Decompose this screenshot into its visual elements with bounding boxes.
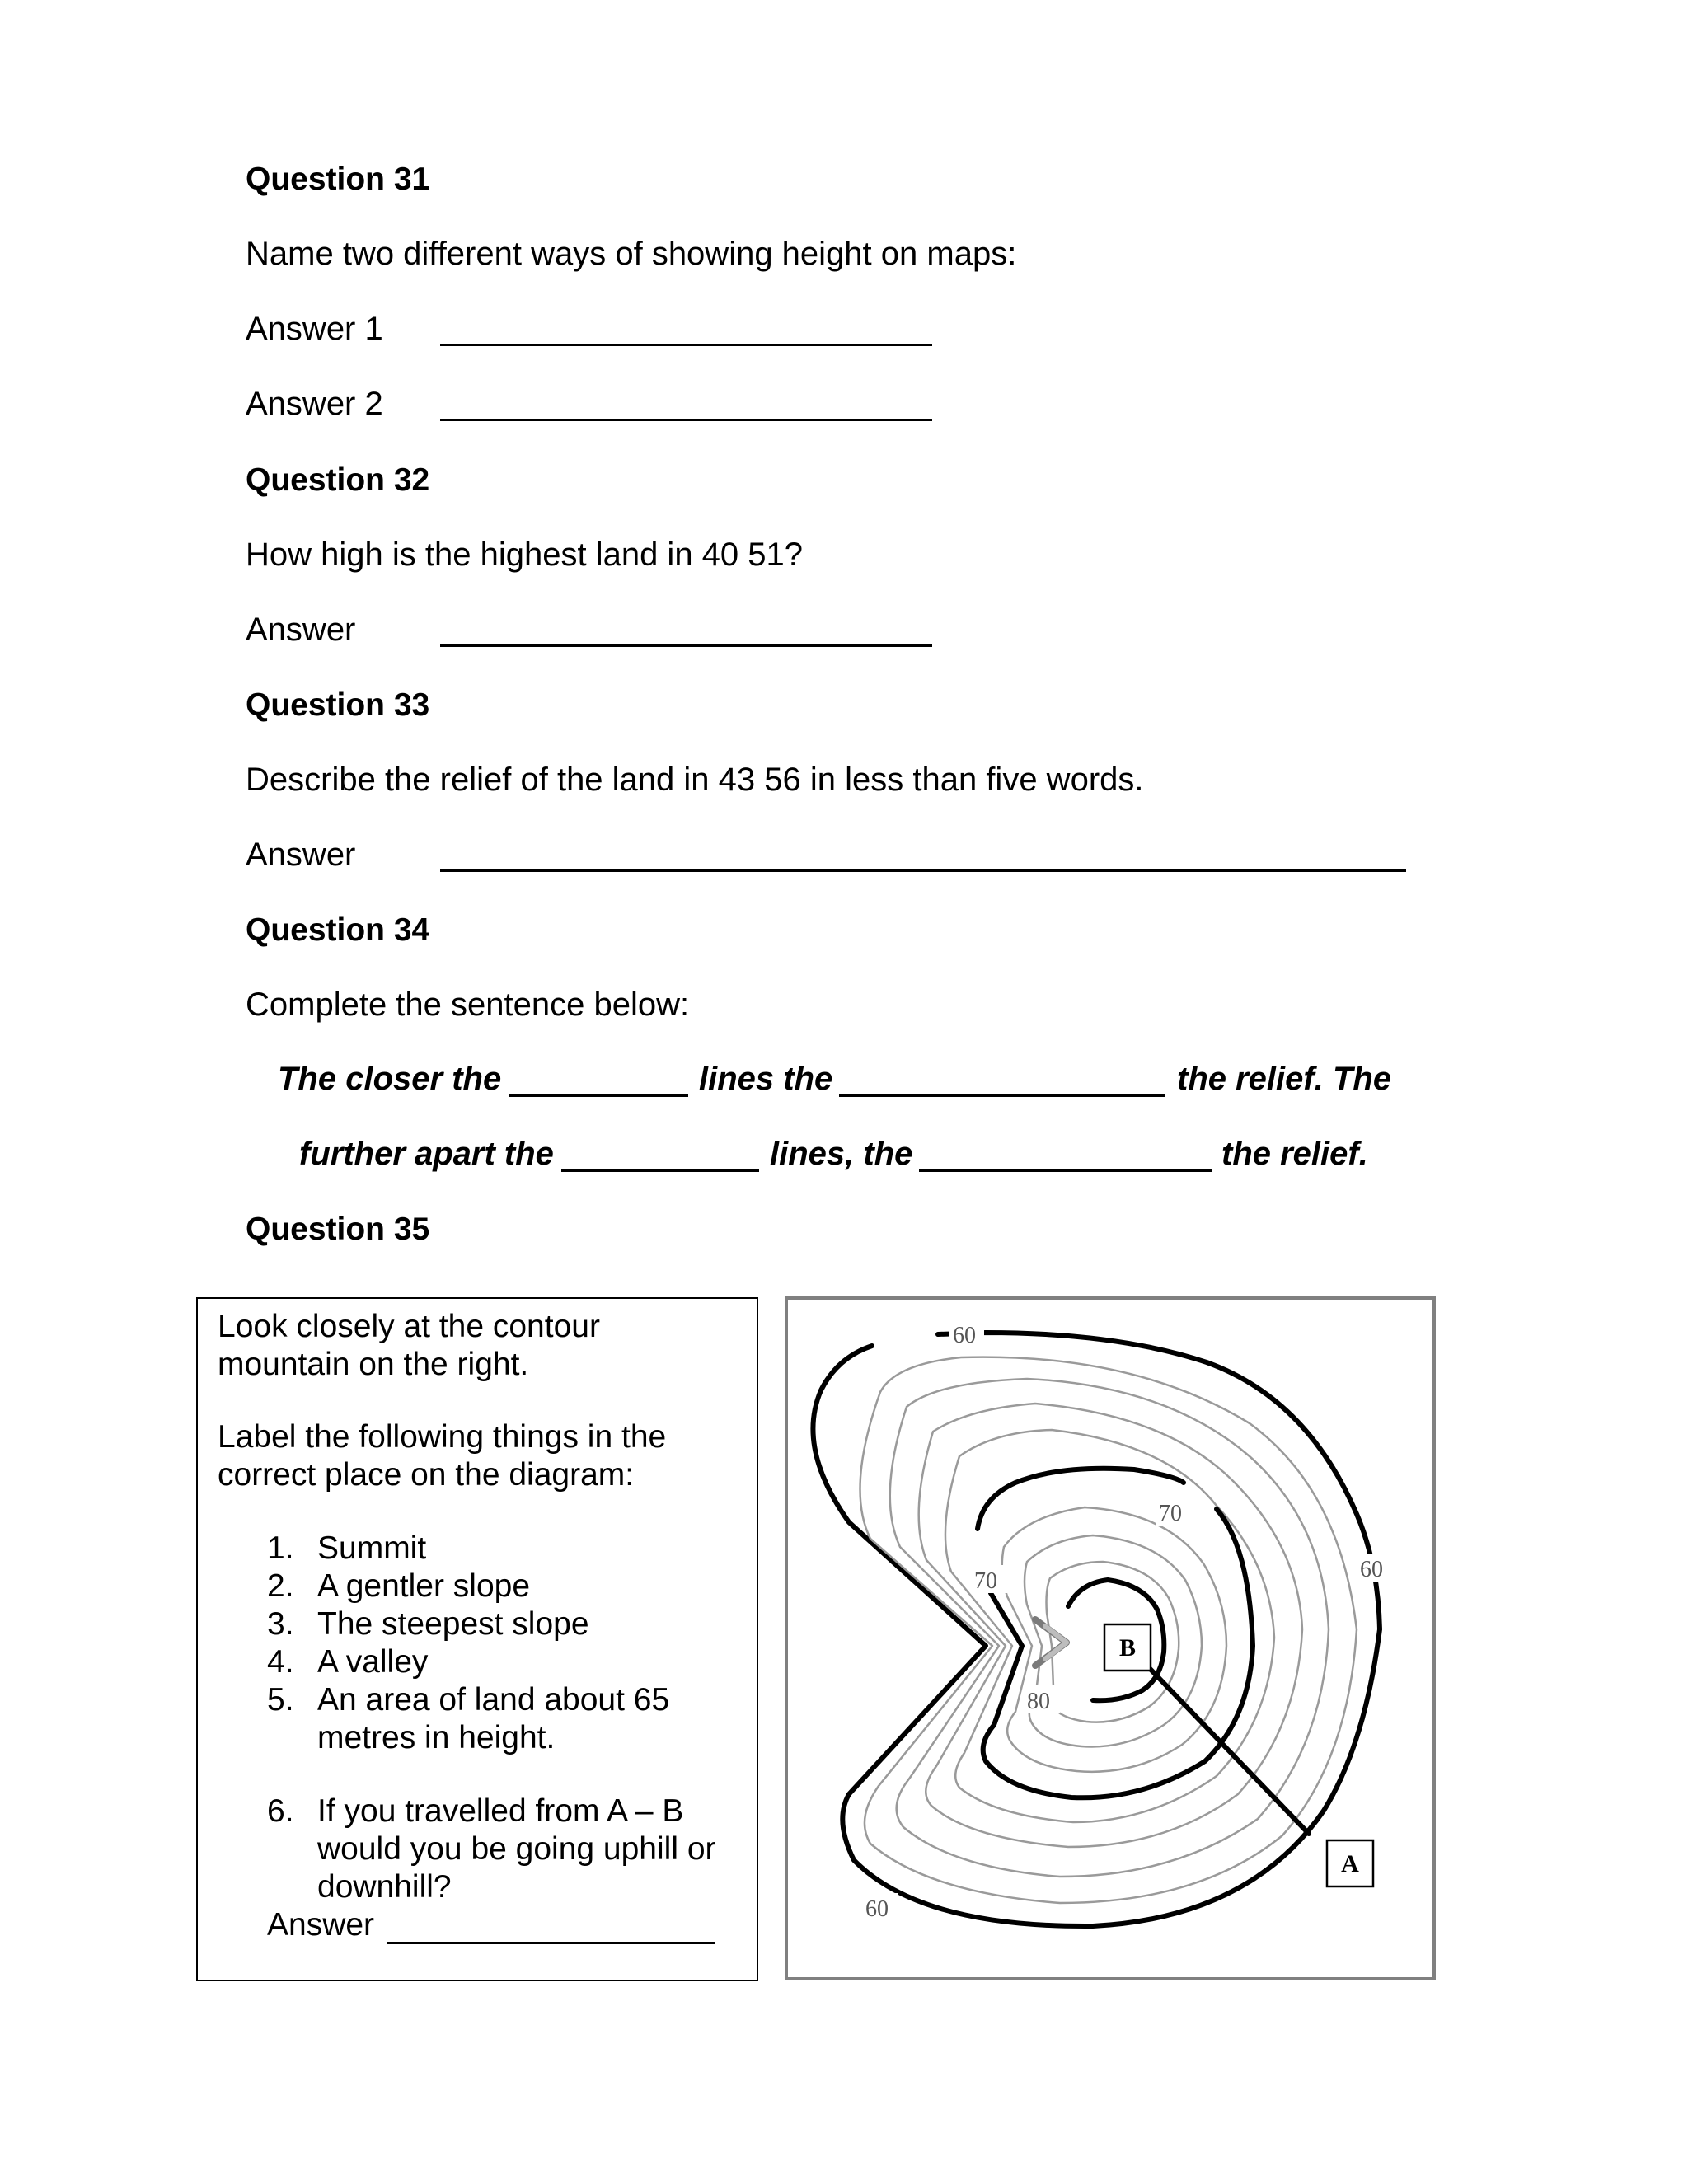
q33-title: Question 33 <box>246 687 430 723</box>
contour-label-upper-70: 70 <box>1159 1501 1182 1526</box>
q34-blank1[interactable] <box>509 1094 688 1097</box>
q31-answer2-label: Answer 2 <box>246 386 383 422</box>
q34-blank4[interactable] <box>919 1169 1212 1172</box>
q35-answer-label: Answer <box>267 1907 375 1943</box>
transect-line-a-b <box>1137 1656 1309 1834</box>
contour-label-right-60: 60 <box>1360 1557 1383 1582</box>
list-item-2-number: 2. <box>267 1568 294 1604</box>
q35-title: Question 35 <box>246 1212 430 1247</box>
list-item-6-number: 6. <box>267 1793 294 1829</box>
q34-sentence2-part2: lines, the <box>770 1136 913 1172</box>
q34-sentence2-part1: further apart the <box>299 1136 554 1172</box>
q35-intro-line1: Look closely at the contour <box>218 1309 600 1344</box>
q31-title: Question 31 <box>246 162 430 197</box>
q31-answer2-line[interactable] <box>440 419 932 421</box>
list-item-4-text: A valley <box>317 1644 429 1680</box>
q33-answer-line[interactable] <box>440 869 1406 872</box>
q31-answer1-label: Answer 1 <box>246 311 383 347</box>
q35-instructions-box <box>196 1297 758 1981</box>
q34-sentence1-part3: the relief. The <box>1177 1061 1392 1097</box>
q35-answer-line[interactable] <box>387 1942 715 1944</box>
point-b-label: B <box>1118 1634 1137 1661</box>
list-item-5-text-line1: An area of land about 65 <box>317 1682 670 1718</box>
contour-60-outer <box>813 1333 1380 1926</box>
list-item-1-text: Summit <box>317 1530 427 1566</box>
list-item-4-number: 4. <box>267 1644 294 1680</box>
q35-label-line1: Label the following things in the <box>218 1419 667 1455</box>
contour-map <box>788 1300 1432 1977</box>
q32-answer-label: Answer <box>246 612 356 648</box>
list-item-1-number: 1. <box>267 1530 294 1566</box>
list-item-6-text-line3: downhill? <box>317 1869 452 1905</box>
contour-label-bottom-60: 60 <box>865 1896 889 1922</box>
q34-sentence1-part1: The closer the <box>278 1061 502 1097</box>
q35-intro-line2: mountain on the right. <box>218 1347 529 1382</box>
q34-title: Question 34 <box>246 912 430 948</box>
contour-label-inner-80: 80 <box>1027 1689 1050 1714</box>
contour-label-left-70: 70 <box>974 1568 997 1594</box>
q32-answer-line[interactable] <box>440 644 932 647</box>
q32-prompt: How high is the highest land in 40 51? <box>246 537 804 573</box>
q32-title: Question 32 <box>246 462 430 498</box>
q34-blank2[interactable] <box>839 1094 1165 1097</box>
list-item-5-number: 5. <box>267 1682 294 1718</box>
q35-label-line2: correct place on the diagram: <box>218 1457 635 1493</box>
list-item-2-text: A gentler slope <box>317 1568 531 1604</box>
contour-diagram-frame <box>785 1296 1436 1980</box>
list-item-6-text-line2: would you be going uphill or <box>317 1831 716 1867</box>
q31-prompt: Name two different ways of showing height on maps: <box>246 236 1017 272</box>
q33-answer-label: Answer <box>246 837 356 873</box>
q34-prompt: Complete the sentence below: <box>246 987 690 1023</box>
q33-prompt: Describe the relief of the land in 43 56 in less than five words. <box>246 762 1144 798</box>
list-item-6-text-line1: If you travelled from A – B <box>317 1793 684 1829</box>
q31-answer1-line[interactable] <box>440 344 932 346</box>
list-item-3-number: 3. <box>267 1606 294 1642</box>
contour-label-top-60: 60 <box>953 1323 976 1348</box>
point-a-label: A <box>1341 1850 1359 1877</box>
q34-blank3[interactable] <box>561 1169 759 1172</box>
list-item-3-text: The steepest slope <box>317 1606 589 1642</box>
list-item-5-text-line2: metres in height. <box>317 1720 556 1755</box>
q34-sentence1-part2: lines the <box>699 1061 833 1097</box>
q34-sentence2-part3: the relief. <box>1221 1136 1368 1172</box>
